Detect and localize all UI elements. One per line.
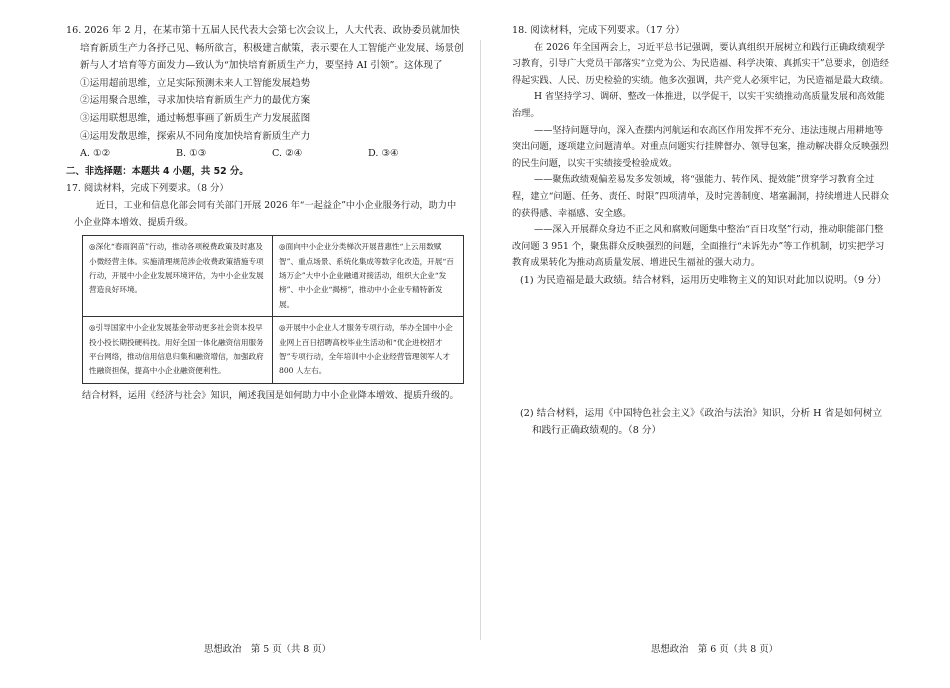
choice-a: A. ①② [80, 148, 111, 160]
choice-b: B. ①③ [176, 148, 207, 160]
question-18-sub-1: (1) 为民造福是最大政绩。结合材料，运用历史唯物主义的知识对此加以说明。（9 分） [520, 274, 887, 286]
left-page [66, 22, 464, 404]
right-page [512, 22, 890, 439]
question-16-choices [66, 145, 464, 163]
question-18-sub-2: (2) 结合材料，运用《中国特色社会主义》《政治与法治》知识，分析 H 省是如何树立和践行正确政绩观的。（8 分） [520, 407, 883, 436]
question-18-para-1: 在 2026 年全国两会上，习近平总书记强调，要认真组织开展树立和践行正确政绩观学习教育，引导广大党员干部落实“立党为公、为民造福、科学决策、真抓实干”总要求，创造经得起实践、人民、历史检验的实绩。他多次强调，共产党人必须牢记，为民造福是最大政绩。 [512, 41, 889, 86]
question-18-para-4: ——聚焦政绩观偏差易发多发领域，将“强能力、转作风、提效能”贯穿学习教育全过程，建立“问题、任务、责任、时限”四项清单，及时完善制度、堵塞漏洞，持续增进人民群众的获得感、幸福感、安全感。 [512, 174, 889, 219]
material-cell-2: ◎面向中小企业分类梯次开展普惠性“上云用数赋智”、重点场景、系统化集成等数字化改造，开展“百场万企”大中小企业融通对接活动，组织大企业“发榜”、中小企业“揭榜”，推动中小企业专精特新发展。 [273, 236, 463, 317]
footer-page-6: 思想政治 第 6 页（共 8 页） [651, 644, 778, 655]
question-18-stem: 18. 阅读材料，完成下列要求。（17 分） [512, 25, 685, 36]
question-17-ask: 结合材料，运用《经济与社会》知识，阐述我国是如何助力中小企业降本增效、提质升级的。 [82, 389, 459, 401]
choice-d: D. ③④ [368, 148, 399, 160]
page-divider [480, 40, 481, 640]
question-17-stem: 17. 阅读材料，完成下列要求。（8 分） [66, 183, 229, 195]
question-17-material-table [82, 235, 464, 384]
section-2-title: 二、非选择题：本题共 4 小题，共 52 分。 [66, 165, 249, 177]
question-16-option-3: ③运用联想思维，通过畅想事画了新质生产力发展蓝图 [80, 112, 311, 124]
choice-c: C. ②④ [272, 148, 303, 160]
question-16-stem: 16. 2026 年 2 月，在某市第十五届人民代表大会第七次会议上，人大代表、政协委员就加快培育新质生产力各抒己见、畅所欲言，积极建言献策，表示要在人工智能产业发展、场景创新与人才培育等方面发力—致认为“加快培育新质生产力，要坚持 AI 引领”。这体现了 [66, 25, 464, 72]
question-16-option-2: ②运用聚合思维，寻求加快培育新质生产力的最优方案 [80, 95, 311, 107]
question-17-intro: 近日，工业和信息化部会同有关部门开展 2026 年“一起益企”中小企业服务行动，助力中小企业降本增效、提质升级。 [74, 199, 457, 228]
material-cell-4: ◎开展中小企业人才服务专项行动，举办全国中小企业网上百日招聘高校毕业生活动和“优企进校招才智”专项行动，全年培训中小企业经营管理领军人才 800 人左右。 [279, 323, 453, 376]
answer-space-1 [512, 289, 890, 405]
footer-page-5: 思想政治 第 5 页（共 8 页） [204, 644, 331, 655]
question-18-para-2: H 省坚持学习、调研、整改一体推进，以学促干，以实干实绩推动高质量发展和高效能治理。 [512, 91, 885, 119]
question-18-para-5: ——深入开展群众身边不正之风和腐败问题集中整治“百日攻坚”行动，推动职能部门整改问题 3 951 个，聚焦群众反映强烈的问题，全面推行“未诉先办”等工作机制，切实把学习教育成果转化为推动高质量发展、增进民生福祉的强大动力。 [512, 224, 885, 269]
material-cell-3: ◎引导国家中小企业发展基金带动更多社会资本投早投小投长期投硬科技。用好全国一体化融资信用服务平台网络，推动信用信息归集和融资增信，加强政府性融资担保，提高中小企业融资便利性。 [83, 317, 273, 383]
question-16-option-4: ④运用发散思维，探索从不同角度加快培育新质生产力 [80, 130, 311, 142]
material-cell-1: ◎深化“春雨润苗”行动，推动各项税费政策及时惠及小微经营主体。实施清理规范涉企收费政策措施专项行动，开展中小企业发展环境评估，为中小企业发展营造良好环境。 [83, 236, 273, 317]
question-16-option-1: ①运用超前思维，立足实际预测未来人工智能发展趋势 [80, 77, 311, 89]
question-18-para-3: ——坚持问题导向，深入查摆内河航运和农高区作用发挥不充分、违法违规占用耕地等突出问题，逐项建立问题清单。对重点问题实行挂牌督办、领导包案，推动解决群众反映强烈的民生问题，以实干实绩接受检验成效。 [512, 124, 889, 169]
